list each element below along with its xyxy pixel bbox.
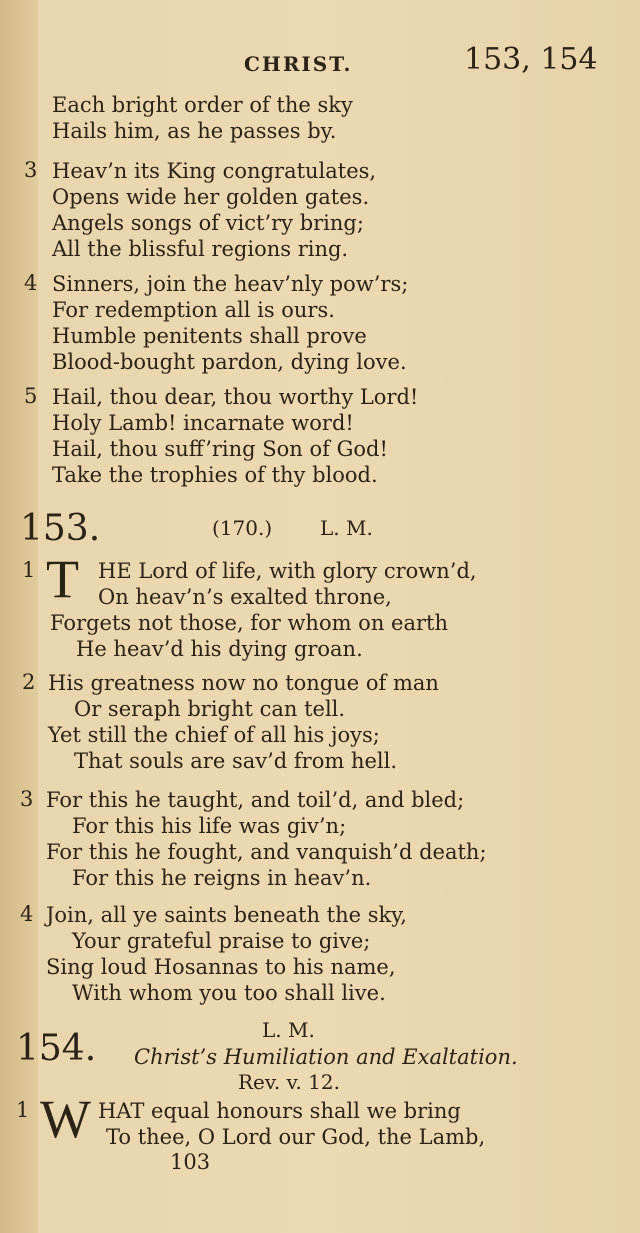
verse-line: Hails him, as he passes by. (52, 119, 337, 143)
stanza-number: 2 (22, 670, 36, 694)
verse-line: He heav’d his dying groan. (76, 637, 363, 661)
verse-line: Opens wide her golden gates. (52, 185, 370, 209)
verse-line: Sing loud Hosannas to his name, (46, 955, 396, 979)
verse-line: For redemption all is ours. (52, 298, 335, 322)
verse-line: HAT equal honours shall we bring (98, 1099, 461, 1123)
hymn-number: 153. (20, 508, 101, 549)
stanza-number: 3 (24, 158, 38, 182)
stanza-number: 1 (22, 558, 36, 582)
stanza-number: 3 (20, 787, 34, 811)
verse-line: Hail, thou dear, thou worthy Lord! (52, 385, 419, 409)
running-title: CHRIST. (244, 52, 353, 76)
stanza-number: 4 (24, 271, 38, 295)
verse-line: Humble penitents shall prove (52, 324, 367, 348)
verse-line: That souls are sav’d from hell. (74, 749, 397, 773)
drop-cap: T (46, 549, 79, 609)
verse-line: His greatness now no tongue of man (48, 671, 439, 695)
verse-line: Your grateful praise to give; (72, 929, 371, 953)
scripture-reference: Rev. v. 12. (238, 1070, 340, 1094)
verse-line: Sinners, join the heav’nly pow’rs; (52, 272, 409, 296)
verse-line: For this he taught, and toil’d, and bled; (46, 788, 465, 812)
verse-line: For this he fought, and vanquish’d death; (46, 840, 487, 864)
verse-line: To thee, O Lord our God, the Lamb, (106, 1125, 486, 1149)
verse-line: HE Lord of life, with glory crown’d, (98, 559, 477, 583)
verse-line: Angels songs of vict’ry bring; (52, 211, 364, 235)
verse-line: Or seraph bright can tell. (74, 697, 346, 721)
verse-line: Take the trophies of thy blood. (52, 463, 378, 487)
verse-line: Holy Lamb! incarnate word! (52, 411, 354, 435)
hymn-title: Christ’s Humiliation and Exaltation. (134, 1045, 518, 1069)
page-hymn-numbers: 153, 154 (464, 42, 598, 77)
verse-line: Each bright order of the sky (52, 93, 353, 117)
stanza-number: 5 (24, 384, 38, 408)
meter: L. M. (262, 1018, 315, 1042)
verse-line: Yet still the chief of all his joys; (48, 723, 380, 747)
meter: L. M. (320, 516, 373, 540)
drop-cap: W (40, 1089, 91, 1149)
tune-reference: (170.) (212, 516, 273, 540)
hymn-number: 154. (16, 1028, 97, 1069)
stanza-number: 1 (16, 1098, 30, 1122)
verse-line: Blood-bought pardon, dying love. (52, 350, 407, 374)
verse-line: Forgets not those, for whom on earth (50, 611, 448, 635)
verse-line: All the blissful regions ring. (52, 237, 349, 261)
verse-line: Join, all ye saints beneath the sky, (46, 903, 407, 927)
page-folio-number: 103 (170, 1150, 211, 1174)
verse-line: Hail, thou suff’ring Son of God! (52, 437, 388, 461)
verse-line: Heav’n its King congratulates, (52, 159, 377, 183)
verse-line: On heav’n’s exalted throne, (98, 585, 392, 609)
stanza-number: 4 (20, 902, 34, 926)
verse-line: For this he reigns in heav’n. (72, 866, 372, 890)
verse-line: For this his life was giv’n; (72, 814, 347, 838)
verse-line: With whom you too shall live. (72, 981, 386, 1005)
